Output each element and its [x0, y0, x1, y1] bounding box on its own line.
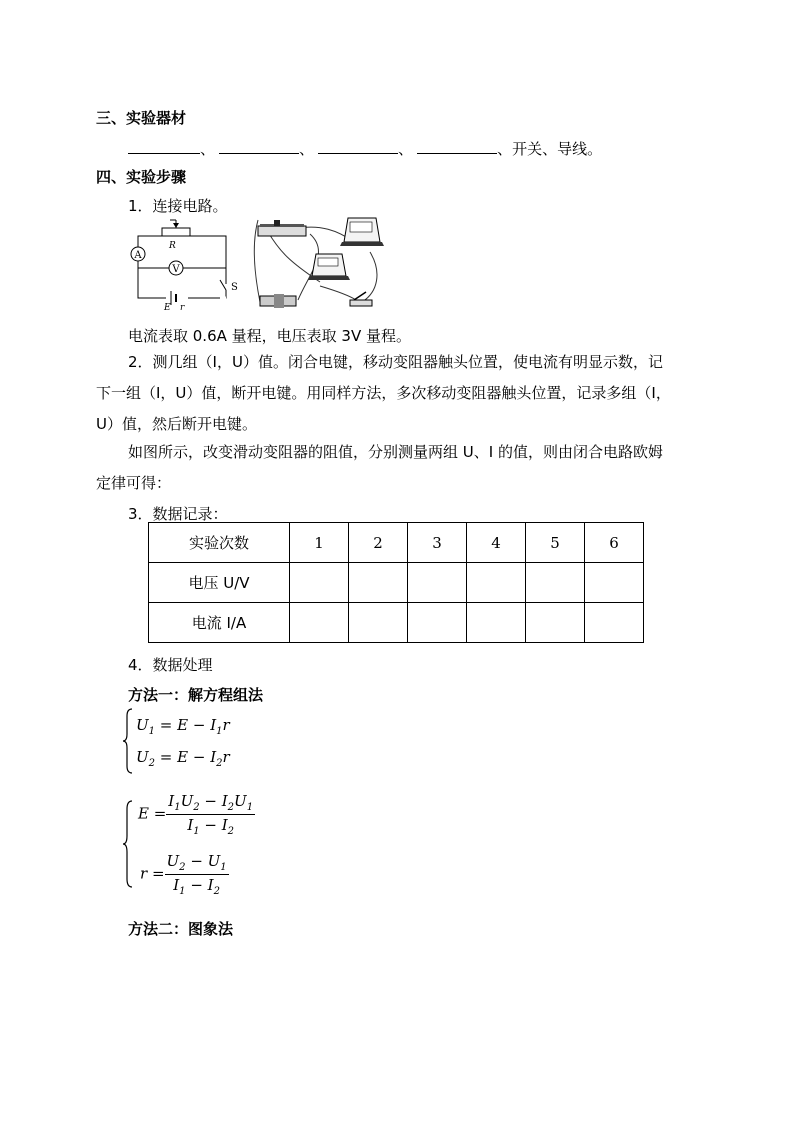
apparatus-illustration [250, 212, 386, 312]
equipment-sep-1: 、 [200, 140, 216, 158]
table-cell[interactable] [290, 563, 349, 603]
table-cell[interactable] [290, 603, 349, 643]
table-header-row [149, 523, 644, 563]
step1-text: 1．连接电路。 [128, 197, 228, 215]
internal-resistance-label: r [180, 303, 185, 313]
emf-label: E [164, 303, 171, 313]
equation-u2: $U_2 = E - I_2r$ [136, 748, 230, 769]
table-cell[interactable] [585, 603, 644, 643]
table-row [149, 563, 644, 603]
para-line1: 如图所示，改变滑动变阻器的阻值，分别测量两组 U、I 的值，则由闭合电路欧姆 [128, 443, 663, 461]
para-line2: 定律可得： [96, 474, 172, 492]
table-header-cell: 3 [408, 523, 467, 563]
table-header-cell: 6 [585, 523, 644, 563]
method1-title: 方法一：解方程组法 [128, 686, 264, 704]
method2-title: 方法二：图象法 [128, 920, 234, 938]
table-header-cell: 实验次数 [149, 523, 290, 563]
table-cell[interactable] [526, 563, 585, 603]
rheostat-icon [258, 220, 306, 236]
voltmeter-label: V [172, 264, 180, 275]
table-header-cell: 2 [349, 523, 408, 563]
voltmeter-device-icon [308, 254, 350, 280]
brace-icon [122, 708, 134, 774]
equipment-blank-1[interactable] [128, 137, 200, 154]
range-note: 电流表取 0.6A 量程，电压表取 3V 量程。 [128, 327, 411, 345]
table-cell[interactable] [467, 563, 526, 603]
section4-title: 四、实验步骤 [96, 168, 187, 186]
step2-line3: U）值，然后断开电键。 [96, 415, 257, 433]
table-row [149, 603, 644, 643]
equation-u1: $U_1 = E - I_1r$ [136, 716, 230, 737]
rheostat-label: R [169, 241, 176, 251]
equipment-sep-2: 、 [299, 140, 315, 158]
equipment-sep-3: 、 [398, 140, 414, 158]
table-cell[interactable] [349, 563, 408, 603]
table-header-cell: 1 [290, 523, 349, 563]
row-label-current: 电流 I/A [149, 603, 290, 643]
brace-icon [122, 800, 134, 888]
equipment-blank-2[interactable] [219, 137, 299, 154]
equation-e: E = $\frac{I_1U_2 - I_2U_1}{I_1 - I_2}$ [138, 792, 254, 837]
step3-text: 3．数据记录： [128, 505, 228, 523]
equipment-blank-4[interactable] [417, 137, 497, 154]
table-cell[interactable] [408, 603, 467, 643]
equipment-tail: 开关、导线。 [512, 140, 603, 158]
step4-text: 4．数据处理 [128, 656, 213, 674]
section3-title: 三、实验器材 [96, 109, 187, 127]
table-cell[interactable] [585, 563, 644, 603]
table-cell[interactable] [349, 603, 408, 643]
switch-label: S [231, 282, 238, 293]
table-cell[interactable] [408, 563, 467, 603]
equation-r: r = $\frac{U_2 - U_1}{I_1 - I_2}$ [140, 852, 227, 897]
ammeter-label: A [134, 250, 142, 261]
table-header-cell: 4 [467, 523, 526, 563]
equipment-blank-3[interactable] [318, 137, 398, 154]
table-cell[interactable] [467, 603, 526, 643]
equipment-sep-4: 、 [497, 140, 513, 158]
switch-icon [350, 292, 372, 306]
table-header-cell: 5 [526, 523, 585, 563]
row-label-voltage: 电压 U/V [149, 563, 290, 603]
equipment-line [128, 137, 602, 159]
step2-line2: 下一组（I，U）值，断开电键。用同样方法，多次移动变阻器触头位置，记录多组（I， [96, 384, 671, 402]
circuit-diagram [124, 218, 246, 314]
data-record-table [148, 522, 644, 643]
table-cell[interactable] [526, 603, 585, 643]
battery-icon [260, 294, 296, 308]
step2-line1: 2．测几组（I，U）值。闭合电键，移动变阻器触头位置，使电流有明显示数，记 [128, 353, 663, 371]
ammeter-device-icon [340, 218, 384, 246]
